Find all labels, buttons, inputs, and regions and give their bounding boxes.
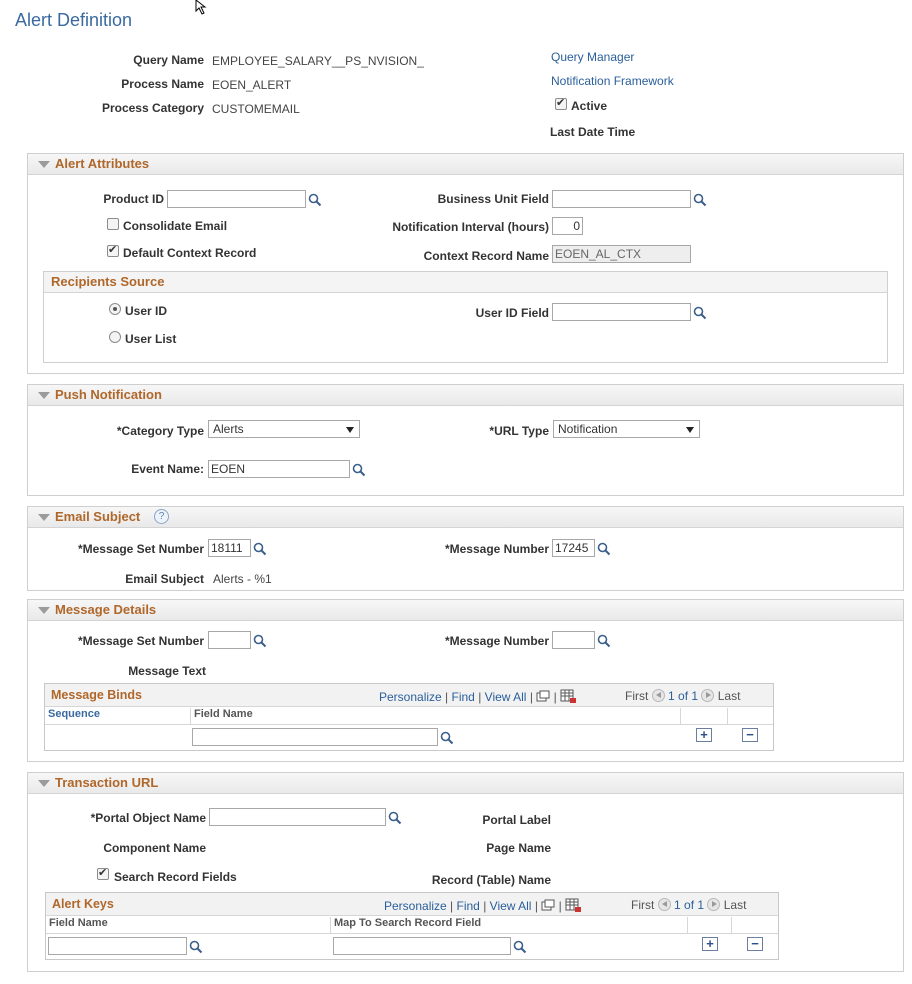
view-all-link[interactable]: View All [484, 690, 527, 704]
notification-framework-link[interactable]: Notification Framework [551, 74, 674, 88]
collapse-triangle-icon[interactable] [38, 392, 50, 399]
section-title: Push Notification [55, 387, 162, 402]
alert-attributes-header[interactable] [28, 154, 903, 175]
bind-field-name-input[interactable] [192, 728, 438, 746]
table-row [45, 724, 773, 725]
next-arrow-icon[interactable] [701, 689, 714, 702]
separator: | [445, 690, 449, 704]
process-category-label: Process Category [101, 101, 204, 115]
grid-nav [379, 689, 576, 704]
search-record-label: Search Record Fields [114, 870, 237, 884]
range-label: 1 of 1 [674, 898, 705, 912]
url-type-select[interactable] [553, 420, 700, 438]
page-title: Alert Definition [15, 10, 133, 30]
default-context-checkbox[interactable] [107, 245, 119, 257]
lookup-search-icon[interactable] [597, 634, 611, 648]
mouse-cursor-icon [195, 0, 211, 16]
user-list-label: User List [125, 332, 177, 346]
lookup-search-icon[interactable] [253, 542, 267, 556]
column-header-field-name: Field Name [46, 917, 331, 933]
lookup-search-icon[interactable] [189, 940, 203, 954]
first-label: First [631, 898, 655, 912]
user-id-field-input[interactable] [552, 303, 691, 321]
user-list-radio[interactable] [109, 331, 121, 343]
collapse-triangle-icon[interactable] [38, 780, 50, 787]
query-name-value: EMPLOYEE_SALARY__PS_NVISION_ [212, 54, 424, 68]
last-label: Last [723, 898, 747, 912]
lookup-search-icon[interactable] [513, 940, 527, 954]
url-type-label: *URL Type [489, 424, 549, 438]
recipients-source-section [43, 271, 888, 363]
new-window-icon[interactable] [541, 899, 555, 911]
event-name-label: Event Name: [131, 462, 204, 476]
grid-nav [384, 898, 581, 913]
push-notification-section [27, 384, 904, 496]
consolidate-email-label: Consolidate Email [123, 219, 228, 233]
page-name-label: Page Name [486, 841, 551, 855]
push-notification-header[interactable] [28, 385, 903, 406]
column-header-field-name: Field Name [191, 708, 681, 724]
portal-label-label: Portal Label [482, 813, 551, 827]
msg-set-number-label: *Message Set Number [77, 542, 204, 556]
personalize-link[interactable]: Personalize [379, 690, 442, 704]
download-grid-icon[interactable] [565, 898, 581, 912]
last-date-time-label: Last Date Time [550, 125, 636, 139]
email-subject-label: Email Subject [125, 572, 204, 586]
lookup-search-icon[interactable] [440, 731, 454, 745]
last-label: Last [717, 689, 741, 703]
process-name-label: Process Name [121, 77, 204, 91]
msg-number-input[interactable] [552, 631, 595, 649]
default-context-label: Default Context Record [123, 246, 257, 260]
new-window-icon[interactable] [536, 690, 550, 702]
next-arrow-icon[interactable] [707, 898, 720, 911]
separator: | [478, 690, 482, 704]
delete-row-button[interactable]: − [747, 937, 763, 951]
url-type-value: Notification [558, 422, 618, 436]
msg-set-number-label: *Message Set Number [77, 634, 204, 648]
column-header-add [688, 917, 732, 933]
lookup-search-icon[interactable] [693, 193, 707, 207]
find-link[interactable]: Find [451, 690, 475, 704]
separator: | [483, 899, 487, 913]
section-title: Email Subject [55, 509, 141, 524]
grid-pager [631, 898, 746, 912]
active-label: Active [571, 99, 608, 113]
lookup-search-icon[interactable] [352, 463, 366, 477]
user-id-radio[interactable] [109, 303, 121, 315]
event-name-input[interactable] [208, 460, 350, 478]
table-row [46, 933, 778, 934]
lookup-search-icon[interactable] [388, 811, 402, 825]
msg-number-label: *Message Number [444, 542, 549, 556]
category-type-value: Alerts [213, 422, 244, 436]
section-title: Transaction URL [55, 775, 159, 790]
collapse-triangle-icon[interactable] [38, 161, 50, 168]
separator: | [534, 899, 538, 913]
email-subject-value: Alerts - %1 [213, 572, 272, 586]
delete-row-button[interactable]: − [742, 728, 758, 742]
find-link[interactable]: Find [456, 899, 480, 913]
separator: | [450, 899, 454, 913]
grid-pager [625, 689, 740, 703]
component-name-label: Component Name [103, 841, 206, 855]
category-type-select[interactable] [208, 420, 360, 438]
section-title: Alert Attributes [55, 156, 150, 171]
collapse-triangle-icon[interactable] [38, 514, 50, 521]
msg-set-number-input[interactable] [208, 539, 251, 557]
category-type-label: *Category Type [116, 424, 204, 438]
add-row-button[interactable]: + [696, 728, 712, 742]
grid-title: Alert Keys [52, 897, 114, 911]
view-all-link[interactable]: View All [489, 899, 532, 913]
grid-title: Message Binds [51, 688, 143, 702]
context-record-input [552, 245, 691, 263]
message-details-header[interactable] [28, 600, 903, 621]
process-category-value: CUSTOMEMAIL [212, 102, 300, 116]
context-record-label: Context Record Name [423, 249, 549, 263]
grid-header [45, 684, 773, 707]
column-header-add [681, 708, 728, 724]
portal-object-input[interactable] [209, 808, 386, 826]
portal-object-label: *Portal Object Name [90, 811, 206, 825]
prev-arrow-icon[interactable] [658, 898, 671, 911]
add-row-button[interactable]: + [702, 937, 718, 951]
msg-set-number-input[interactable] [208, 631, 251, 649]
separator: | [553, 690, 557, 704]
notification-interval-input[interactable] [552, 217, 583, 235]
search-record-checkbox[interactable] [97, 868, 109, 880]
column-header-map-to-search: Map To Search Record Field [331, 917, 688, 933]
user-id-field-label: User ID Field [475, 306, 549, 320]
lookup-search-icon[interactable] [597, 542, 611, 556]
lookup-search-icon[interactable] [308, 193, 322, 207]
process-name-value: EOEN_ALERT [212, 78, 292, 92]
first-label: First [625, 689, 649, 703]
help-icon[interactable]: ? [154, 509, 169, 524]
key-map-input[interactable] [333, 937, 511, 955]
consolidate-email-checkbox[interactable] [107, 218, 119, 230]
product-id-input[interactable] [167, 190, 306, 208]
query-manager-link[interactable]: Query Manager [551, 50, 635, 64]
recipients-source-header [44, 272, 887, 293]
transaction-url-header[interactable] [28, 773, 903, 794]
personalize-link[interactable]: Personalize [384, 899, 447, 913]
dropdown-arrow-icon [346, 427, 354, 433]
lookup-search-icon[interactable] [253, 634, 267, 648]
query-name-label: Query Name [133, 53, 204, 67]
separator: | [529, 690, 533, 704]
user-id-label: User ID [125, 304, 168, 318]
dropdown-arrow-icon [686, 427, 694, 433]
active-checkbox[interactable] [555, 98, 567, 110]
record-table-label: Record (Table) Name [431, 873, 551, 887]
column-header-sequence[interactable]: Sequence [45, 708, 191, 724]
section-title: Message Details [55, 602, 157, 617]
grid-header [46, 893, 778, 916]
key-field-name-input[interactable] [48, 937, 187, 955]
download-grid-icon[interactable] [560, 689, 576, 703]
business-unit-input[interactable] [552, 190, 691, 208]
section-title: Recipients Source [51, 274, 165, 289]
business-unit-label: Business Unit Field [437, 192, 549, 206]
notification-interval-label: Notification Interval (hours) [392, 220, 549, 234]
msg-number-label: *Message Number [444, 634, 549, 648]
separator: | [558, 899, 562, 913]
msg-number-input[interactable] [552, 539, 595, 557]
message-text-label: Message Text [128, 664, 206, 678]
product-id-label: Product ID [103, 192, 164, 206]
prev-arrow-icon[interactable] [652, 689, 665, 702]
lookup-search-icon[interactable] [693, 306, 707, 320]
collapse-triangle-icon[interactable] [38, 607, 50, 614]
range-label: 1 of 1 [668, 689, 699, 703]
